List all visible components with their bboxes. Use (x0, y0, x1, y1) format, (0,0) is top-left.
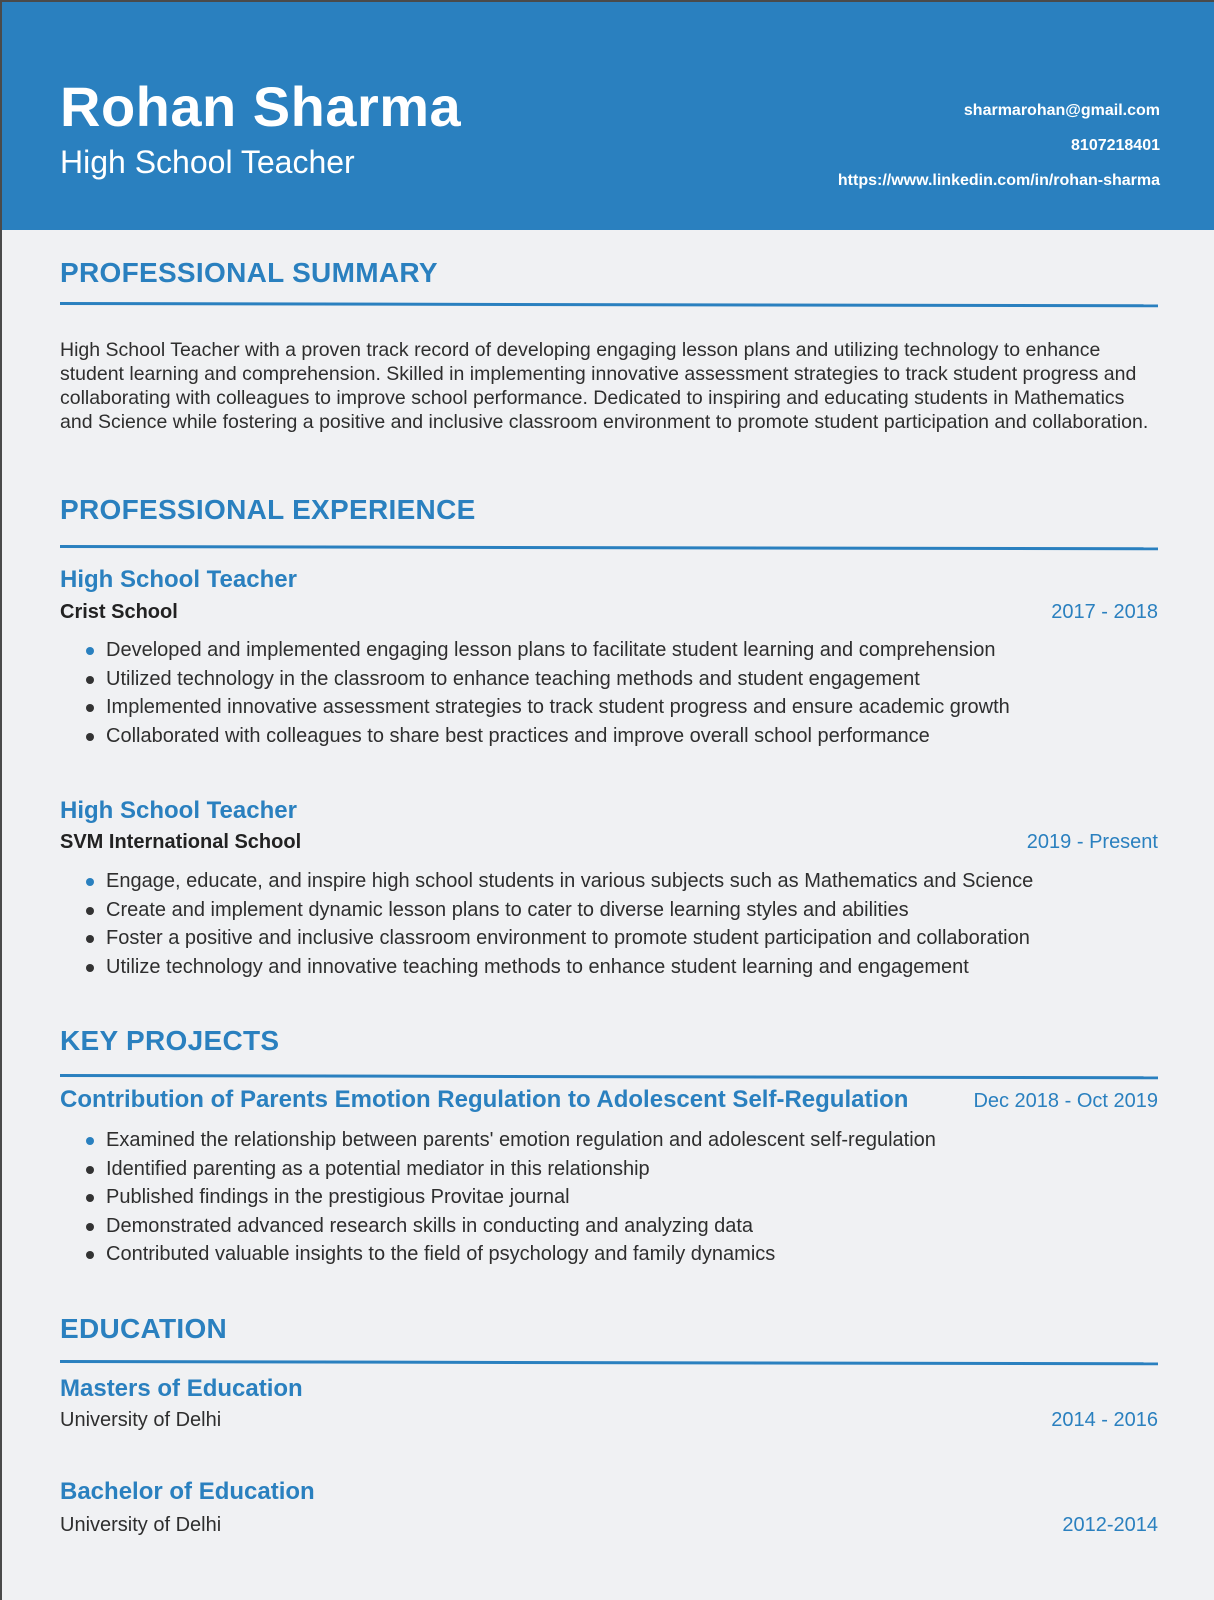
resume-header (2, 0, 1214, 230)
contact-linkedin[interactable]: https://www.linkedin.com/in/rohan-sharma (837, 172, 1160, 189)
job-employer: SVM International School (60, 831, 302, 853)
job-dates: 2019 - Present (1026, 831, 1158, 853)
list-item: Create and implement dynamic lesson plans to cater to diverse learning styles and abilities (84, 896, 1033, 925)
education-dates: 2012-2014 (1062, 1514, 1158, 1536)
list-item: Developed and implemented engaging lesson plans to facilitate student learning and comprehension (84, 636, 1010, 665)
job-bullets (84, 867, 1033, 981)
job-title: High School Teacher (60, 797, 297, 824)
list-item: Identified parenting as a potential mediator in this relationship (84, 1155, 936, 1184)
section-divider (60, 545, 1158, 550)
contact-phone[interactable]: 8107218401 (1071, 137, 1160, 154)
list-item: Published findings in the prestigious Provitae journal (84, 1183, 936, 1212)
section-title-education: EDUCATION (60, 1313, 228, 1344)
section-title-projects: KEY PROJECTS (60, 1025, 280, 1056)
contact-email[interactable]: sharmarohan@gmail.com (963, 102, 1160, 119)
list-item: Engage, educate, and inspire high school students in various subjects such as Mathematics and Science (84, 867, 1033, 896)
list-item: Utilized technology in the classroom to enhance teaching methods and student engagement (84, 665, 1010, 694)
education-degree: Bachelor of Education (60, 1478, 315, 1505)
section-divider (60, 1360, 1158, 1365)
candidate-name: Rohan Sharma (60, 75, 462, 138)
section-title-experience: PROFESSIONAL EXPERIENCE (60, 494, 476, 525)
list-item: Utilize technology and innovative teaching methods to enhance student learning and engagement (84, 953, 1033, 982)
education-degree: Masters of Education (60, 1375, 303, 1402)
section-title-summary: PROFESSIONAL SUMMARY (60, 257, 438, 288)
job-dates: 2017 - 2018 (1051, 601, 1158, 623)
list-item: Collaborated with colleagues to share best practices and improve overall school performance (84, 722, 1010, 751)
summary-text: High School Teacher with a proven track record of developing engaging lesson plans and utilizing technology to enhance student learning and comprehension. Skilled in implementing innovative assessment strategies to track student progress and collaborating with colleagues to improve school performance. Dedicated to inspiring and educating students in Mathematics and Science while fostering a positive and inclusive classroom environment to promote student participation and collaboration. (60, 339, 1149, 433)
job-employer: Crist School (60, 601, 178, 623)
education-dates: 2014 - 2016 (1051, 1409, 1158, 1431)
job-bullets (84, 636, 1010, 750)
education-school: University of Delhi (60, 1514, 222, 1536)
section-divider (60, 1074, 1158, 1079)
list-item: Demonstrated advanced research skills in conducting and analyzing data (84, 1212, 936, 1241)
project-bullets (84, 1126, 936, 1269)
project-dates: Dec 2018 - Oct 2019 (973, 1090, 1158, 1112)
list-item: Foster a positive and inclusive classroom environment to promote student participation and collaboration (84, 924, 1033, 953)
list-item: Contributed valuable insights to the field of psychology and family dynamics (84, 1240, 936, 1269)
project-title: Contribution of Parents Emotion Regulation to Adolescent Self-Regulation (60, 1086, 909, 1113)
section-divider (60, 302, 1158, 307)
education-school: University of Delhi (60, 1409, 222, 1431)
list-item: Examined the relationship between parents' emotion regulation and adolescent self-regulation (84, 1126, 936, 1155)
list-item: Implemented innovative assessment strategies to track student progress and ensure academic growth (84, 693, 1010, 722)
candidate-role: High School Teacher (60, 144, 355, 180)
job-title: High School Teacher (60, 566, 297, 593)
